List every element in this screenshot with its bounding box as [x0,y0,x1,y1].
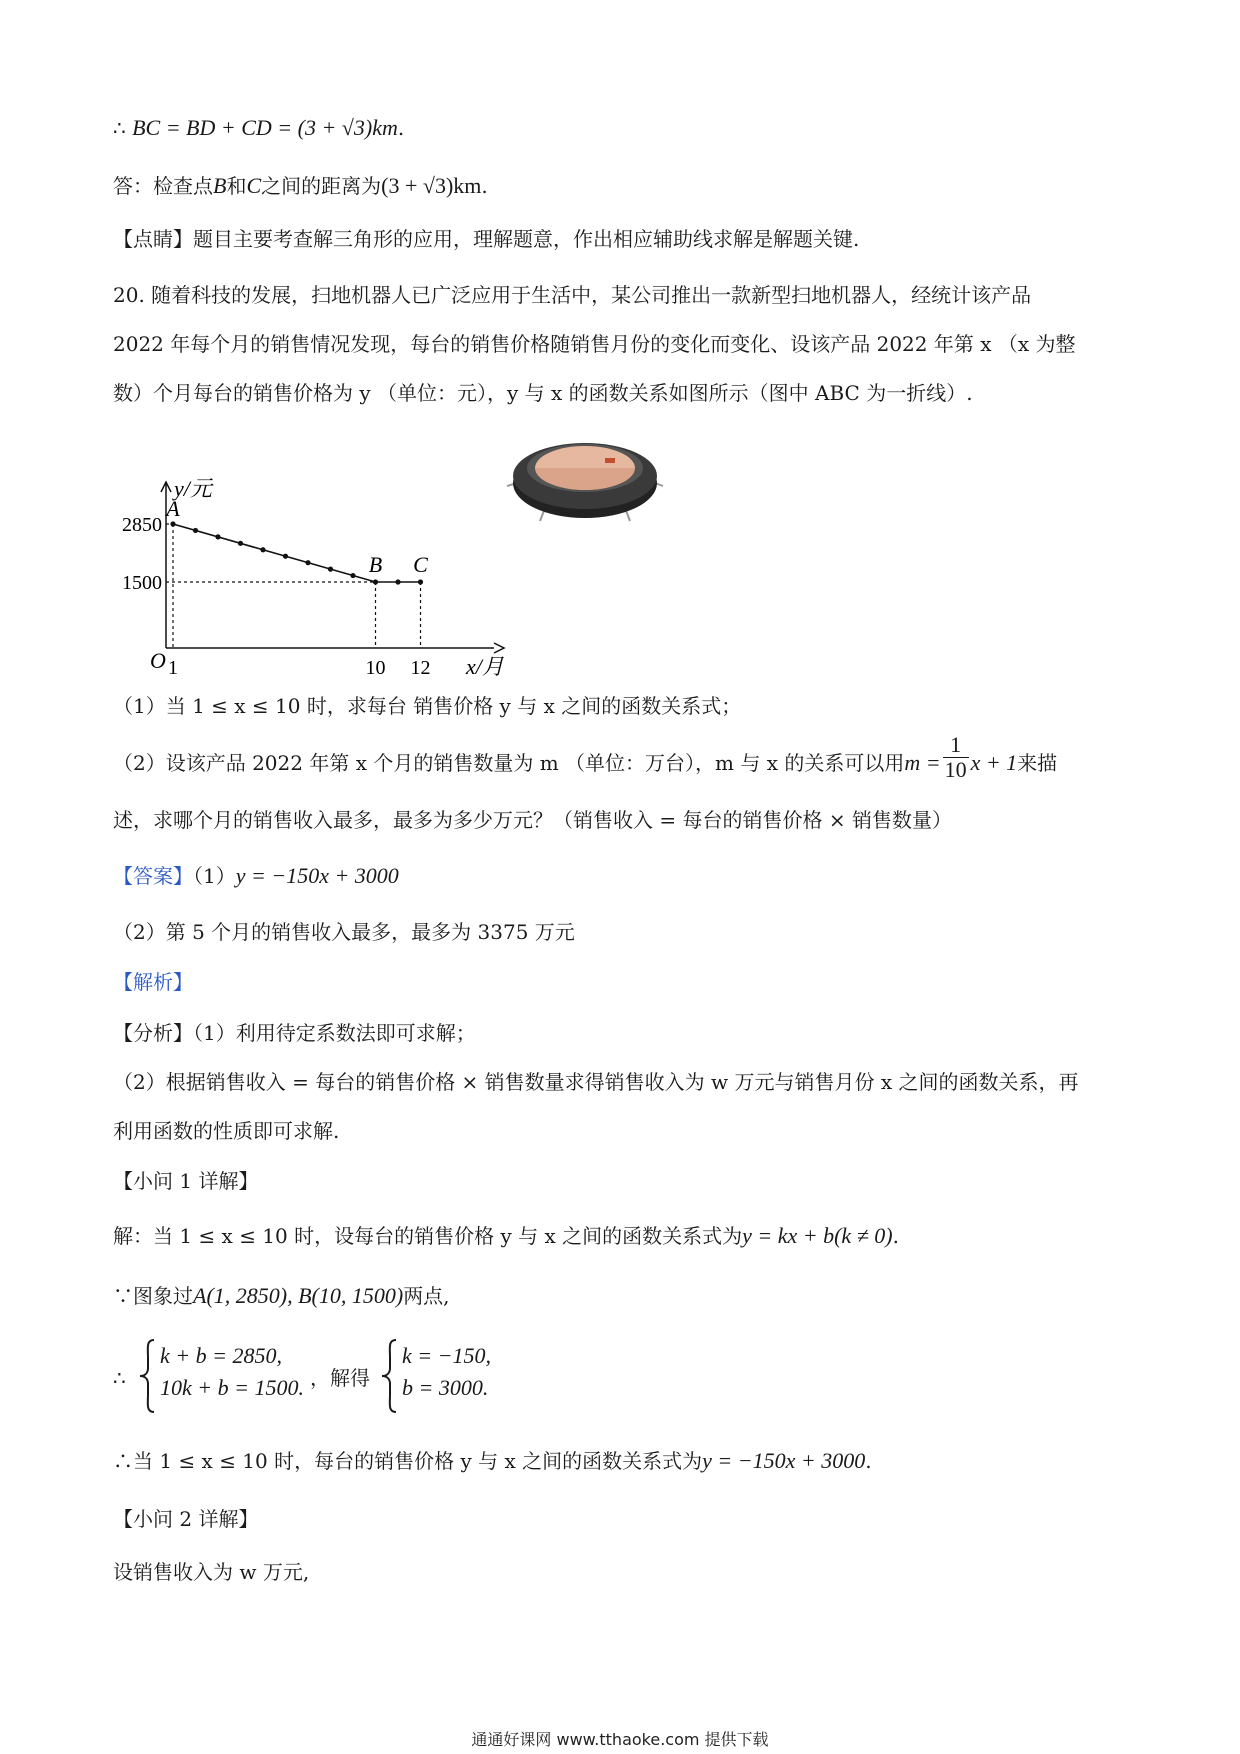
equation-system-2: k = −150, b = 3000. [402,1343,491,1400]
analysis-line-3: 利用函数的性质即可求解. [113,1119,340,1143]
solve-label: ，解得 [310,1366,370,1390]
chart-guides [166,524,421,648]
chart-series [170,521,423,584]
dianjing-line: 【点睛】题目主要考查解三角形的应用，理解题意，作出相应辅助线求解是解题关键. [113,227,860,251]
sub-question-2-heading: 【小问 2 详解】 [113,1507,259,1531]
data-point-month-11 [395,579,400,584]
left-brace [138,1338,158,1414]
robot-vacuum-image [505,428,665,528]
data-point-month-3 [215,534,220,539]
question-20-line-1: 20. 随着科技的发展，扫地机器人已广泛应用于生活中，某公司推出一款新型扫地机器人，经统计该产品 [113,283,1032,307]
data-point-month-8 [328,567,333,572]
math-bc-expression: BC = BD + CD = (3 + √3)km [132,115,398,140]
page-footer: 通通好课网 www.tthaoke.com 提供下载 [471,1730,769,1749]
answer-distance-line: 答：检查点B和C之间的距离为(3 + √3)km. [113,173,488,198]
answer-tag: 【答案】 [113,864,193,888]
line-bc: ∴ BC = BD + CD = (3 + √3)km. [113,115,405,140]
therefore-symbol-2: ∴ [113,1366,126,1390]
analysis-line-2: （2）根据销售收入 = 每台的销售价格 × 销售数量求得销售收入为 w 万元与销售月份 x 之间的函数关系，再 [113,1070,1079,1094]
data-point-month-4 [238,541,243,546]
question-20-line-3: 数）个月每台的销售价格为 y （单位：元），y 与 x 的函数关系如图所示（图中 ABC 为一折线）. [113,381,973,405]
jiexi-tag: 【解析】 [113,970,193,994]
part-2-question-line-2: 述，求哪个月的销售收入最多，最多为多少万元？（销售收入 = 每台的销售价格 × 销售数量） [113,808,952,832]
sub-question-1-heading: 【小问 1 详解】 [113,1169,259,1193]
answer-line-1: 【答案】（1）y = −150x + 3000 [113,863,399,888]
m-equation-right: x + 1 [970,750,1018,775]
part-2-question-line-1: （2）设该产品 2022 年第 x 个月的销售数量为 m （单位：万台），m 与 x 的关系可以用m = $\frac{1}{10}$ x + 1来描 [113,732,1058,782]
y-tick-1500: 1500 [122,572,162,594]
points-a-b: A(1, 2850), B(10, 1500) [193,1283,404,1308]
because-line: ∵图象过A(1, 2850), B(10, 1500)两点, [113,1283,450,1308]
m-equation-left: m = [904,750,941,775]
data-point-month-6 [283,554,288,559]
point-label-C: C [413,552,428,577]
data-point-month-5 [260,547,265,552]
x-tick-10: 10 [365,657,386,679]
data-point-month-9 [350,573,355,578]
data-point-month-2 [193,528,198,533]
x-axis-arrow [494,643,504,653]
question-20-line-2: 2022 年每个月的销售情况发现，每台的销售价格随销售月份的变化而变化、设该产品 2022 年第 x （x 为整 [113,332,1076,356]
general-linear-formula: y = kx + b(k ≠ 0) [742,1223,893,1248]
math-distance: (3 + √3)km [381,173,482,198]
x-tick-12: 12 [410,657,431,679]
answer-line-2: （2）第 5 个月的销售收入最多，最多为 3375 万元 [113,920,575,944]
x-axis-label: x/月 [466,654,504,679]
point-label-B: B [368,552,383,577]
solution-1-line: 解：当 1 ≤ x ≤ 10 时，设每台的销售价格 y 与 x 之间的函数关系式为y = kx + b(k ≠ 0). [113,1223,899,1248]
analysis-line-1: 【分析】（1）利用待定系数法即可求解； [113,1021,476,1045]
price-polyline [173,524,421,582]
left-brace-2 [380,1338,400,1414]
fraction-one-tenth: $\frac{1}{10}$ [944,732,967,782]
part-1-question: （1）当 1 ≤ x ≤ 10 时，求每台 销售价格 y 与 x 之间的函数关系式； [113,694,742,718]
final-formula: y = −150x + 3000 [702,1448,866,1473]
origin-label: O [150,648,166,673]
answer-1-formula: y = −150x + 3000 [235,863,399,888]
therefore-symbol: ∴ [113,116,126,140]
equation-system-1: k + b = 2850, 10k + b = 1500. [160,1343,304,1400]
point-label-A: A [166,496,180,521]
x-tick-1: 1 [168,657,178,679]
data-point-month-12 [418,579,423,584]
solution-2-line: 设销售收入为 w 万元, [113,1560,310,1584]
y-tick-2850: 2850 [122,514,162,536]
y-axis-label: y/元 [174,476,212,501]
data-point-month-7 [305,560,310,565]
price-line-chart [108,462,523,684]
data-point-month-10 [373,579,378,584]
data-point-month-1 [170,521,175,526]
conclusion-line: ∴当 1 ≤ x ≤ 10 时，每台的销售价格 y 与 x 之间的函数关系式为y = −150x + 3000. [113,1448,872,1473]
